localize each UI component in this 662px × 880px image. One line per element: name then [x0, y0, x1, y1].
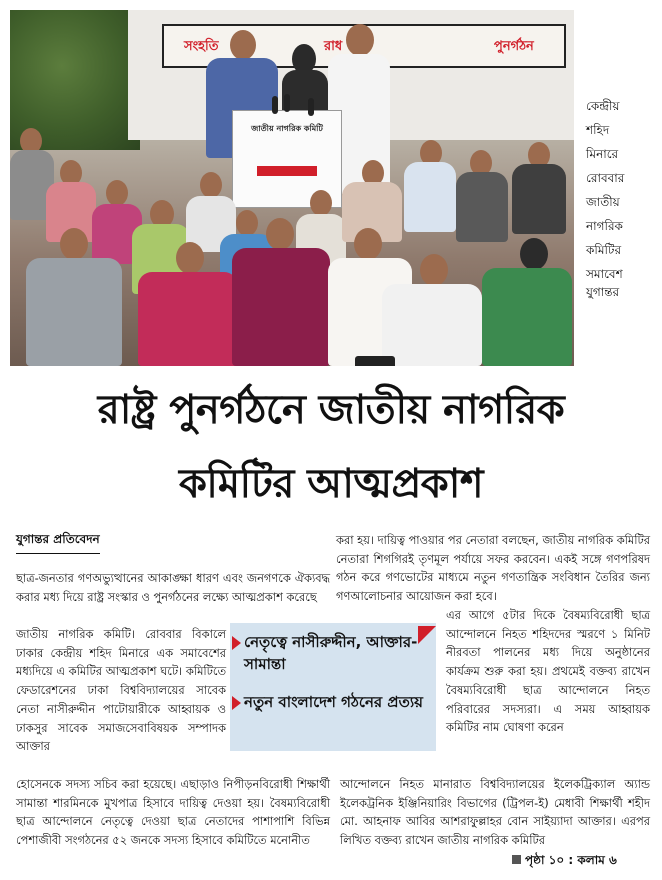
pull-quote-1: নেতৃত্বে নাসীরুদ্দীন, আক্তার-সামান্তা	[244, 633, 418, 673]
article-intro: ছাত্র-জনতার গণঅভ্যুত্থানের আকাঙ্ক্ষা ধারণ এবং জনগণকে ঐক্যবদ্ধ করার মধ্য দিয়ে রাষ্ট্র সংস্কার ও পুনর্গঠনের লক্ষ্যে আত্মপ্রকাশ করেছে	[16, 571, 330, 604]
page-reference	[512, 852, 617, 872]
podium-label: জাতীয় নাগরিক কমিটি	[251, 124, 323, 133]
microphone	[284, 94, 290, 112]
article-column-1: জাতীয় নাগরিক কমিটি। রোববার বিকালে ঢাকার কেন্দ্রীয় শহিদ মিনারে এক সমাবেশের মধ্যদিয়ে এ কমিটির আত্মপ্রকাশ ঘটে। কমিটিতে ফেডারেশনের ঢাকা বিশ্ববিদ্যালয়ের সাবেক নেতা নাসীরুদ্দীন পাটোয়ারীকে আহ্বায়ক ও ঢাকসুর সাবেক সমাজসেবাবিষয়ক সম্পাদক আক্তার	[16, 627, 226, 754]
pull-quote-2: নতুন বাংলাদেশ গঠনের প্রত্যয়	[244, 693, 424, 711]
podium-stripe	[257, 166, 317, 176]
bullet-triangle-icon	[232, 696, 241, 710]
caption-line: কেন্দ্রীয়	[586, 99, 620, 113]
pull-quote-box	[230, 623, 436, 751]
caption-line: মিনারে	[586, 147, 619, 161]
article-column-3-top: করা হয়। দায়িত্ব পাওয়ার পর নেতারা বলছেন, জাতীয় নাগরিক কমিটির নেতারা শিগগিরই তৃণমূল পর্যায়ে সফর করবেন। একই সঙ্গে গণপরিষদ গঠন করে গণভোটের মাধ্যমে নতুন গণতান্ত্রিক সংবিধান তৈরির জন্য গণআলোচনার আয়োজন করা হবে।	[336, 533, 650, 604]
caption-line: রোববার	[586, 171, 625, 185]
news-photo	[10, 10, 574, 366]
corner-triangle-icon	[418, 626, 436, 644]
phone-in-hand	[355, 356, 395, 366]
banner-text-2: রাধ	[324, 39, 343, 54]
article-column-3: এর আগে ৫টার দিকে বৈষম্যবিরোধী ছাত্র আন্দোলনে নিহত শহিদদের স্মরণে ১ মিনিট নীরবতা পালনের মধ্য দিয়ে অনুষ্ঠানের কার্যক্রম শুরু করা হয়। প্রথমেই বক্তব্য রাখেন বৈষম্যবিরোধী ছাত্র আন্দোলনে নিহত পরিবারের সদস্যরা। এ সময় আহ্বায়ক কমিটির নাম ঘোষণা করেন	[446, 608, 650, 735]
banner-text-1: সংহতি	[184, 39, 219, 54]
bullet-triangle-icon	[232, 636, 241, 650]
caption-line: নাগরিক	[586, 219, 623, 233]
caption-line: কমিটির	[586, 243, 622, 257]
headline-line-2: কমিটির আত্মপ্রকাশ	[178, 461, 484, 507]
byline: যুগান্তর প্রতিবেদন	[16, 531, 100, 554]
caption-line: সমাবেশ	[586, 267, 623, 281]
microphone	[308, 98, 314, 116]
caption-line: শহিদ	[586, 123, 610, 137]
banner-text-3: পুনর্গঠন	[494, 39, 534, 54]
photo-caption	[586, 94, 652, 286]
caption-line: জাতীয়	[586, 195, 620, 209]
article-column-3-tail: আন্দোলনে নিহত মানারাত বিশ্ববিদ্যালয়ের ইলেকট্রিক্যাল অ্যান্ড ইলেকট্রনিক ইঞ্জিনিয়ারিং বিভাগের (ট্রিপল-ই) মেধাবী শিক্ষার্থী শহীদ মো. আহনাফ আবির আশরাফুল্লাহর বোন সাইয়্যাদা আক্তার। এরপর লিখিত বক্তব্য রাখেন জাতীয় নাগরিক কমিটির	[340, 777, 650, 848]
page-reference-text: পৃষ্ঠা ১০ : কলাম ৬	[525, 853, 617, 867]
square-bullet-icon	[512, 855, 521, 864]
headline-line-1: রাষ্ট্র পুনর্গঠনে জাতীয় নাগরিক	[97, 387, 565, 433]
photo-credit: যুগান্তর	[586, 285, 620, 299]
microphone	[272, 96, 278, 114]
article-lower-left: হোসেনকে সদস্য সচিব করা হয়েছে। এছাড়াও নিপীড়নবিরোধী শিক্ষার্থী সামান্তা শারমিনকে মুখপাত্র হিসাবে দায়িত্ব দেওয়া হয়। বৈষম্যবিরোধী ছাত্র আন্দোলনে নেতৃত্বে দেওয়া ছাত্র নেতাদের পাশাপাশি বিভিন্ন পেশাজীবী সংগঠনের ৫২ জনকে সদস্য হিসাবে কমিটিতে মনোনীত	[16, 777, 330, 848]
